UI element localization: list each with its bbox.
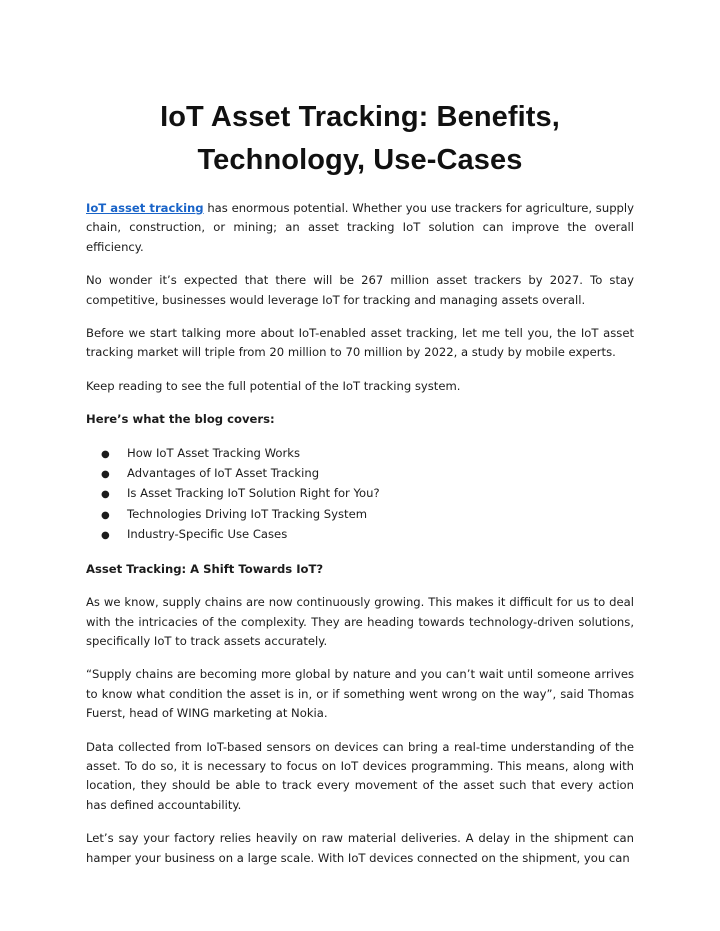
paragraph-keep-reading: Keep reading to see the full potential of the IoT tracking system. xyxy=(86,378,461,393)
bullet-icon: ● xyxy=(101,530,110,542)
intro-paragraph xyxy=(86,199,634,257)
list-item xyxy=(101,525,634,545)
bullet-icon: ● xyxy=(101,469,110,481)
list-item xyxy=(101,505,634,525)
paragraph-quote: “Supply chains are becoming more global by nature and you can’t wait until someone arrives to know what condition the asset is in, or if something went wrong on the way”, said Thomas Fuerst, head of WING marketing at Nokia. xyxy=(86,667,634,721)
covers-list xyxy=(86,444,634,546)
intro-text: has enormous potential. Whether you use trackers for agriculture, supply chain, construction, or mining; an asset tracking IoT solution can improve the overall efficiency. xyxy=(86,201,634,254)
covers-heading: Here’s what the blog covers: xyxy=(86,412,275,427)
list-item-label: Technologies Driving IoT Tracking System xyxy=(127,506,368,521)
list-item xyxy=(101,484,634,504)
bullet-icon: ● xyxy=(101,509,110,521)
paragraph-sensor-data: Data collected from IoT-based sensors on devices can bring a real-time understanding of the asset. To do so, it is necessary to focus on IoT devices programming. This means, along with location, they should be able to track every movement of the asset such that every action has defined accountability. xyxy=(86,739,634,812)
section-heading: Asset Tracking: A Shift Towards IoT? xyxy=(86,561,324,576)
paragraph-trackers-forecast: No wonder it’s expected that there will be 267 million asset trackers by 2027. To stay competitive, businesses would leverage IoT for tracking and managing assets overall. xyxy=(86,273,634,307)
list-item-label: Industry-Specific Use Cases xyxy=(127,527,288,542)
title-line-2: Technology, Use-Cases xyxy=(197,144,523,176)
iot-asset-tracking-link[interactable]: IoT asset tracking xyxy=(86,201,204,215)
list-item xyxy=(101,444,634,464)
paragraph-factory-example: Let’s say your factory relies heavily on raw material deliveries. A delay in the shipment can hamper your business on a large scale. With IoT devices connected on the shipment, you can xyxy=(86,831,634,865)
paragraph-supply-chains: As we know, supply chains are now continuously growing. This makes it difficult for us to deal with the intricacies of the complexity. They are heading towards technology-driven solutions, specifically IoT to track assets accurately. xyxy=(86,595,634,648)
list-item xyxy=(101,464,634,484)
list-item-label: How IoT Asset Tracking Works xyxy=(127,445,300,460)
list-item-label: Advantages of IoT Asset Tracking xyxy=(127,466,320,481)
document-page xyxy=(86,0,634,868)
article-body xyxy=(86,199,634,868)
paragraph-market-growth: Before we start talking more about IoT-enabled asset tracking, let me tell you, the IoT asset tracking market will triple from 20 million to 70 million by 2022, a study by mobile experts. xyxy=(86,326,634,360)
bullet-icon: ● xyxy=(101,489,110,501)
page-title xyxy=(86,96,634,182)
list-item-label: Is Asset Tracking IoT Solution Right for You? xyxy=(127,486,380,501)
bullet-icon: ● xyxy=(101,448,110,460)
title-line-1: IoT Asset Tracking: Benefits, xyxy=(160,101,560,133)
